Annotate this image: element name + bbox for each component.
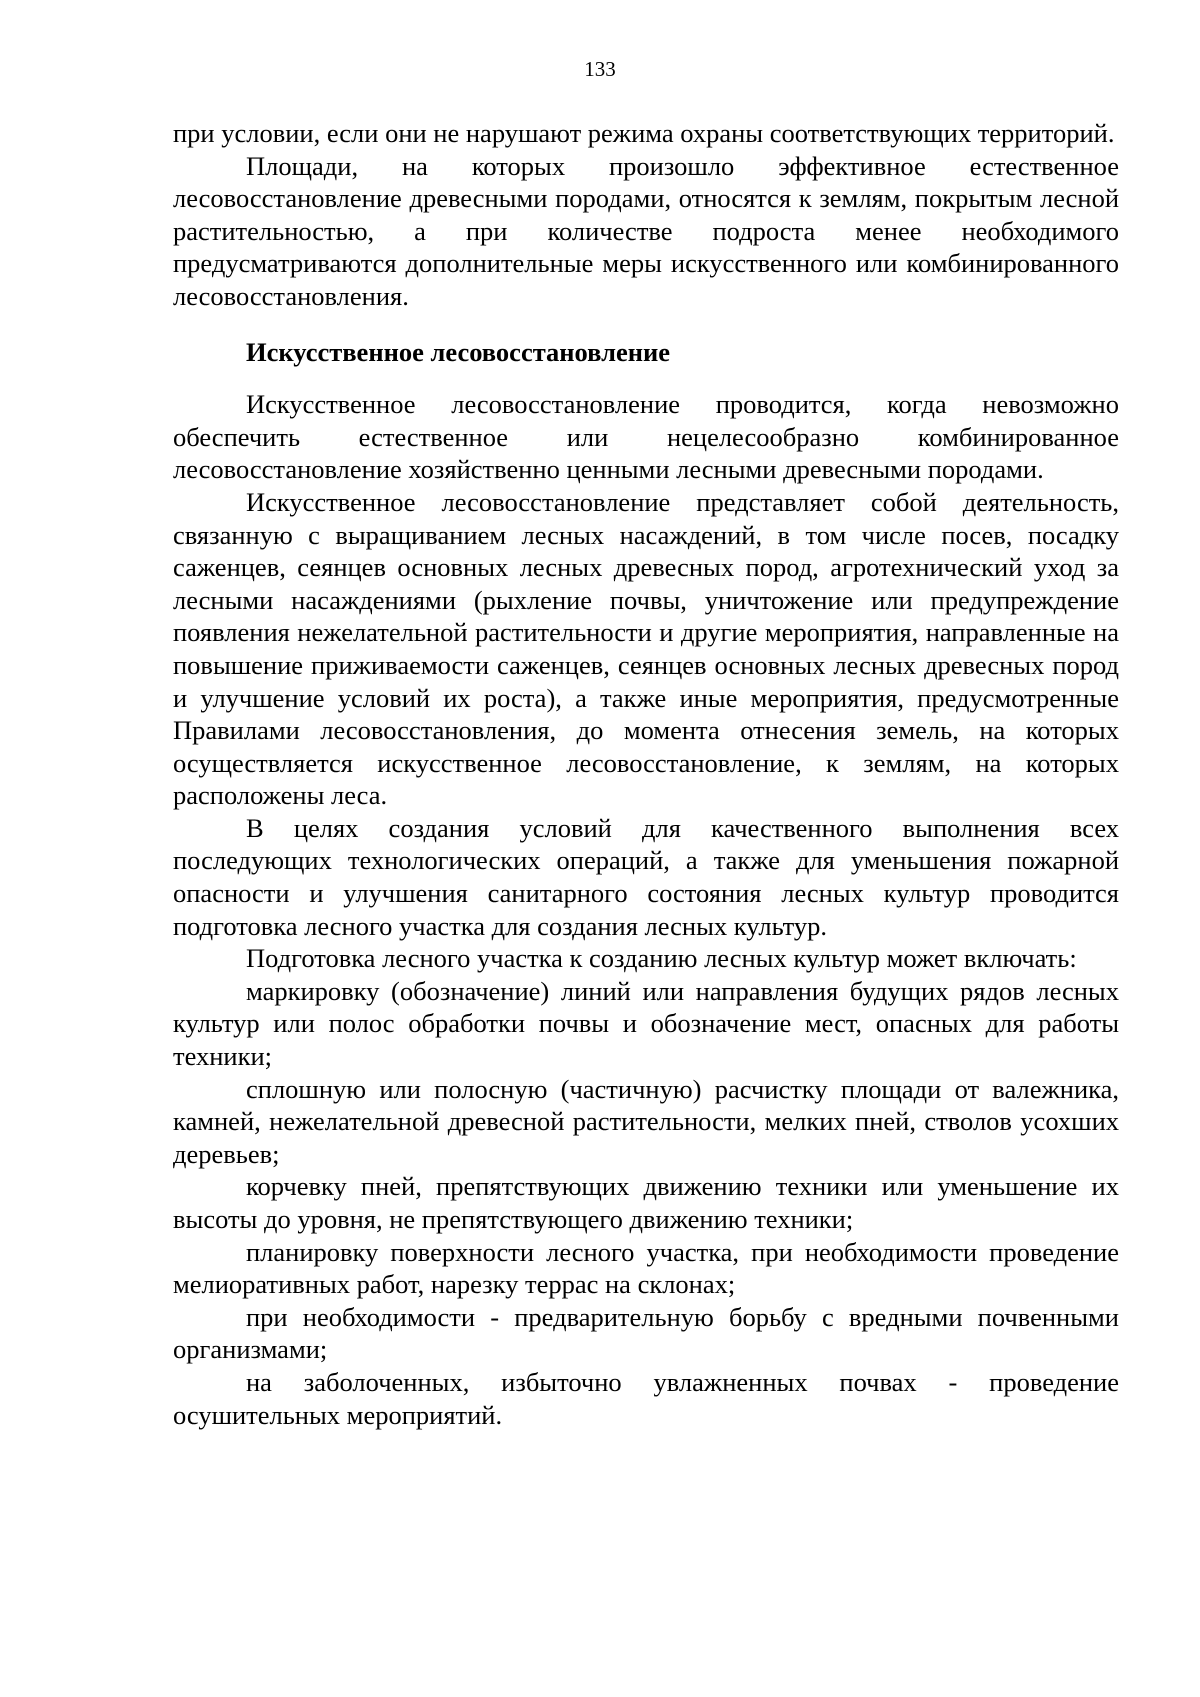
list-item: маркировку (обозначение) линий или направления будущих рядов лесных культур или полос обработки почвы и обозначение мест, опасных для работы техники;	[173, 975, 1119, 1072]
paragraph: В целях создания условий для качественного выполнения всех последующих технологических операций, а также для уменьшения пожарной опасности и улучшения санитарного состояния лесных культур проводится подготовка лесного участка для создания лесных культур.	[173, 812, 1119, 941]
paragraph: Искусственное лесовосстановление проводится, когда невозможно обеспечить естественное или нецелесообразно комбинированное лесовосстановление хозяйственно ценными лесными древесными породами.	[173, 389, 1119, 485]
list-item: сплошную или полосную (частичную) расчистку площади от валежника, камней, нежелательной древесной растительности, мелких пней, стволов усохших деревьев;	[173, 1073, 1119, 1169]
paragraph: Искусственное лесовосстановление представляет собой деятельность, связанную с выращиванием лесных насаждений, в том числе посев, посадку саженцев, сеянцев основных лесных древесных пород, агротехнический уход за лесными насаждениями (рыхление почвы, уничтожение или предупреждение появления нежелательной растительности и другие мероприятия, направленные на повышение приживаемости саженцев, сеянцев основных лесных древесных пород и улучшение условий их роста), а также иные мероприятия, предусмотренные Правилами лесовосстановления, до момента отнесения земель, на которых осуществляется искусственное лесовосстановление, к землям, на которых расположены леса.	[173, 486, 1119, 811]
paragraph: Подготовка лесного участка к созданию лесных культур может включать:	[246, 943, 1077, 974]
section-heading: Искусственное лесовосстановление	[246, 336, 671, 367]
page-number: 133	[584, 57, 616, 81]
paragraph: Площади, на которых произошло эффективное естественное лесовосстановление древесными породами, относятся к землям, покрытым лесной растительностью, а при количестве подроста менее необходимого предусматриваются дополнительные меры искусственного или комбинированного лесовосстановления.	[173, 150, 1119, 311]
list-item: при необходимости - предварительную борьбу с вредными почвенными организмами;	[173, 1301, 1119, 1365]
body-text	[173, 117, 1119, 1431]
list-item: корчевку пней, препятствующих движению техники или уменьшение их высоты до уровня, не препятствующего движению техники;	[173, 1171, 1119, 1234]
list-item: на заболоченных, избыточно увлажненных почвах - проведение осушительных мероприятий.	[173, 1366, 1119, 1430]
list-item: планировку поверхности лесного участка, при необходимости проведение мелиоративных работ, нарезку террас на склонах;	[173, 1236, 1119, 1300]
paragraph-continuation: при условии, если они не нарушают режима охраны соответствующих территорий.	[173, 118, 1115, 148]
